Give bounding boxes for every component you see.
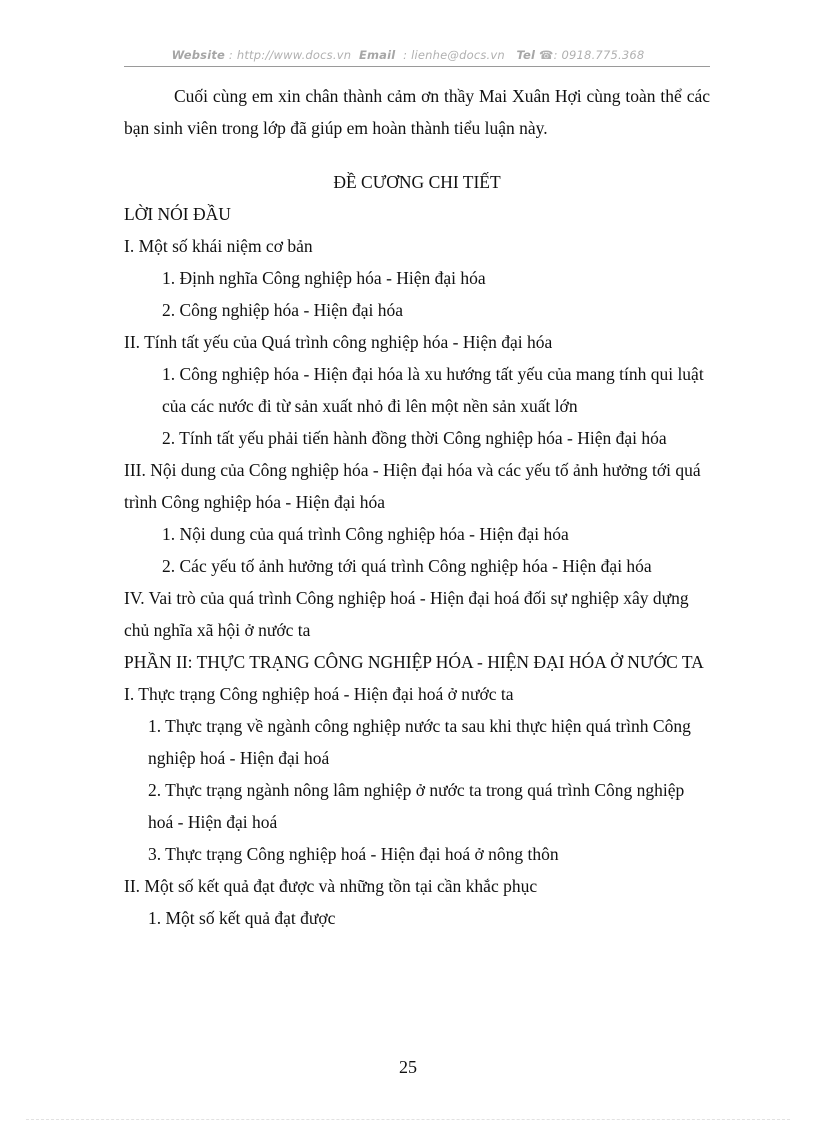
- outline-section: I. Thực trạng Công nghiệp hoá - Hiện đại hoá ở nước ta: [124, 684, 514, 704]
- tel-value: : 0918.775.368: [553, 48, 645, 62]
- outline-subsection: 2. Các yếu tố ảnh hưởng tới quá trình Công nghiệp hóa - Hiện đại hóa: [162, 556, 652, 576]
- outline-section: II. Tính tất yếu của Quá trình công nghiệp hóa - Hiện đại hóa: [124, 332, 553, 352]
- email-label: Email: [358, 48, 396, 62]
- outline-section: III. Nội dung của Công nghiệp hóa - Hiện đại hóa và các yếu tố ảnh hưởng tới quá trình Công nghiệp hóa - Hiện đại hóa: [124, 460, 701, 512]
- outline-subsection: 1. Công nghiệp hóa - Hiện đại hóa là xu hướng tất yếu của mang tính qui luật của các nước đi từ sản xuất nhỏ đi lên một nền sản xuất lớn: [162, 364, 704, 416]
- outline-subsection: 1. Một số kết quả đạt được: [148, 908, 336, 928]
- outline-title: ĐỀ CƯƠNG CHI TIẾT: [333, 172, 501, 192]
- tel-label: Tel: [516, 48, 536, 62]
- phone-icon: ☎: [539, 48, 554, 62]
- email-value: : lienhe@docs.vn: [403, 48, 505, 62]
- page-header: [0, 48, 816, 62]
- outline-section: II. Một số kết quả đạt được và những tồn tại cần khắc phục: [124, 876, 538, 896]
- outline-subsection: 2. Tính tất yếu phải tiến hành đồng thời Công nghiệp hóa - Hiện đại hóa: [162, 428, 667, 448]
- footer-divider: [26, 1119, 790, 1120]
- page-number: 25: [399, 1057, 417, 1077]
- outline-subsection: 2. Thực trạng ngành nông lâm nghiệp ở nước ta trong quá trình Công nghiệp hoá - Hiện đại hoá: [148, 780, 685, 832]
- intro-paragraph: Cuối cùng em xin chân thành cảm ơn thầy Mai Xuân Hợi cùng toàn thể các bạn sinh viên trong lớp đã giúp em hoàn thành tiểu luận này.: [124, 86, 710, 138]
- outline-subsection: 1. Thực trạng về ngành công nghiệp nước ta sau khi thực hiện quá trình Công nghiệp hoá - Hiện đại hoá: [148, 716, 691, 768]
- outline-section: PHẦN II: THỰC TRẠNG CÔNG NGHIỆP HÓA - HIỆN ĐẠI HÓA Ở NƯỚC TA: [124, 652, 704, 672]
- page-content: [124, 80, 710, 934]
- outline-subsection: 3. Thực trạng Công nghiệp hoá - Hiện đại hoá ở nông thôn: [148, 844, 559, 864]
- header-divider: [124, 66, 710, 67]
- outline-subsection: 1. Nội dung của quá trình Công nghiệp hóa - Hiện đại hóa: [162, 524, 569, 544]
- outline-section: I. Một số khái niệm cơ bản: [124, 236, 313, 256]
- outline-subsection: 2. Công nghiệp hóa - Hiện đại hóa: [162, 300, 404, 320]
- website-value: : http://www.docs.vn: [228, 48, 352, 62]
- outline-section: LỜI NÓI ĐẦU: [124, 204, 231, 224]
- website-label: Website: [171, 48, 226, 62]
- outline-subsection: 1. Định nghĩa Công nghiệp hóa - Hiện đại hóa: [162, 268, 486, 288]
- outline-section: IV. Vai trò của quá trình Công nghiệp hoá - Hiện đại hoá đối sự nghiệp xây dựng chủ nghĩa xã hội ở nước ta: [124, 588, 689, 640]
- outline-list: [124, 198, 710, 934]
